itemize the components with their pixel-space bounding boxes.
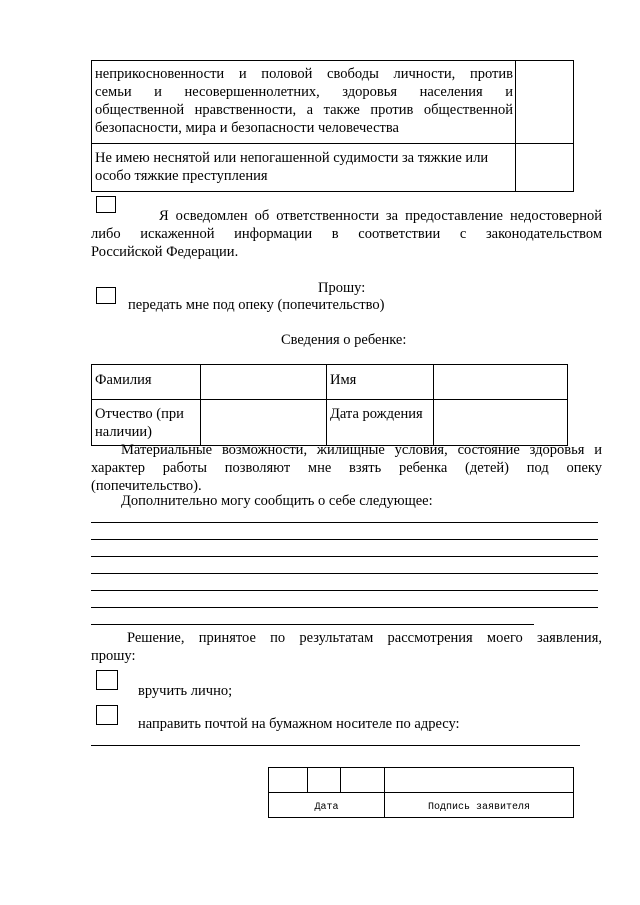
send-by-mail-label: направить почтой на бумажном носителе по адресу:: [138, 716, 460, 732]
capabilities-text: [91, 441, 602, 495]
patronymic-label: Отчество (при наличии): [95, 406, 184, 440]
criteria-line: общественной нравственности, а также против общественной: [95, 102, 513, 118]
writing-line: [91, 590, 598, 591]
table-row: [92, 61, 574, 144]
surname-label: Фамилия: [95, 372, 152, 388]
deliver-in-person-label: вручить лично;: [138, 683, 233, 699]
writing-line: [91, 607, 598, 608]
signature-block: [268, 767, 574, 818]
criteria-line: семьи и несовершеннолетних, здоровья населения и: [95, 84, 513, 100]
criteria-text-cell: [92, 144, 516, 192]
send-by-mail-checkbox[interactable]: [96, 705, 118, 725]
surname-label-cell: [92, 365, 201, 400]
date-digit-cell[interactable]: [341, 768, 385, 793]
acknowledgement-line: Российской Федерации.: [91, 244, 239, 260]
criteria-line: неприкосновенности и половой свободы личности, против: [95, 66, 513, 82]
name-field[interactable]: [433, 365, 567, 400]
decision-line: Решение, принятое по результатам рассмотрения моего заявления,: [127, 630, 602, 646]
deliver-in-person-checkbox[interactable]: [96, 670, 118, 690]
acknowledgement-line: либо искаженной информации в соответствии с законодательством: [91, 226, 602, 242]
birthdate-field[interactable]: [433, 400, 567, 446]
child-info-table: [91, 364, 568, 446]
capabilities-line: характер работы позволяют мне взять ребенка (детей) под опеку: [91, 460, 602, 476]
signature-label-cell: [385, 793, 573, 817]
decision-line: прошу:: [91, 648, 136, 664]
name-label-cell: [326, 365, 433, 400]
table-row: [92, 365, 568, 400]
name-label: Имя: [329, 372, 357, 388]
birthdate-label-cell: [326, 400, 433, 446]
criteria-line: безопасности, мира и безопасности человечества: [95, 120, 399, 136]
signature-label: Подпись заявителя: [427, 802, 531, 813]
signature-field[interactable]: [385, 768, 573, 793]
request-option-label: передать мне под опеку (попечительство): [128, 297, 385, 313]
writing-line: [91, 539, 598, 540]
request-checkbox[interactable]: [96, 287, 116, 304]
criteria-line: особо тяжкие преступления: [95, 168, 268, 184]
date-digit-cell[interactable]: [269, 768, 308, 793]
patronymic-field[interactable]: [200, 400, 326, 446]
capabilities-line: (попечительство).: [91, 478, 202, 494]
criteria-mark-cell[interactable]: [516, 61, 574, 144]
capabilities-line: Материальные возможности, жилищные условия, состояние здоровья и: [121, 442, 602, 458]
patronymic-label-cell: [92, 400, 201, 446]
writing-line: [91, 624, 534, 625]
child-info-title: Сведения о ребенке:: [281, 332, 407, 348]
criteria-text-cell: [92, 61, 516, 144]
date-label-cell: [269, 793, 385, 817]
table-row: [92, 400, 568, 446]
acknowledgement-text: [91, 207, 602, 261]
writing-line: [91, 573, 598, 574]
acknowledgement-line: Я осведомлен об ответственности за предоставление недостоверной: [159, 208, 602, 224]
additional-info-label: Дополнительно могу сообщить о себе следующее:: [121, 493, 433, 509]
table-row: [92, 144, 574, 192]
top-criteria-table: [91, 60, 574, 192]
date-digit-cell[interactable]: [308, 768, 341, 793]
writing-line: [91, 556, 598, 557]
request-title: Прошу:: [318, 280, 366, 296]
criteria-mark-cell[interactable]: [516, 144, 574, 192]
date-label: Дата: [314, 802, 339, 813]
surname-field[interactable]: [200, 365, 326, 400]
address-line[interactable]: [91, 745, 580, 746]
criteria-line: Не имею неснятой или непогашенной судимости за тяжкие или: [95, 150, 489, 166]
birthdate-label: Дата рождения: [329, 406, 423, 422]
decision-text: [91, 629, 602, 665]
writing-line: [91, 522, 598, 523]
